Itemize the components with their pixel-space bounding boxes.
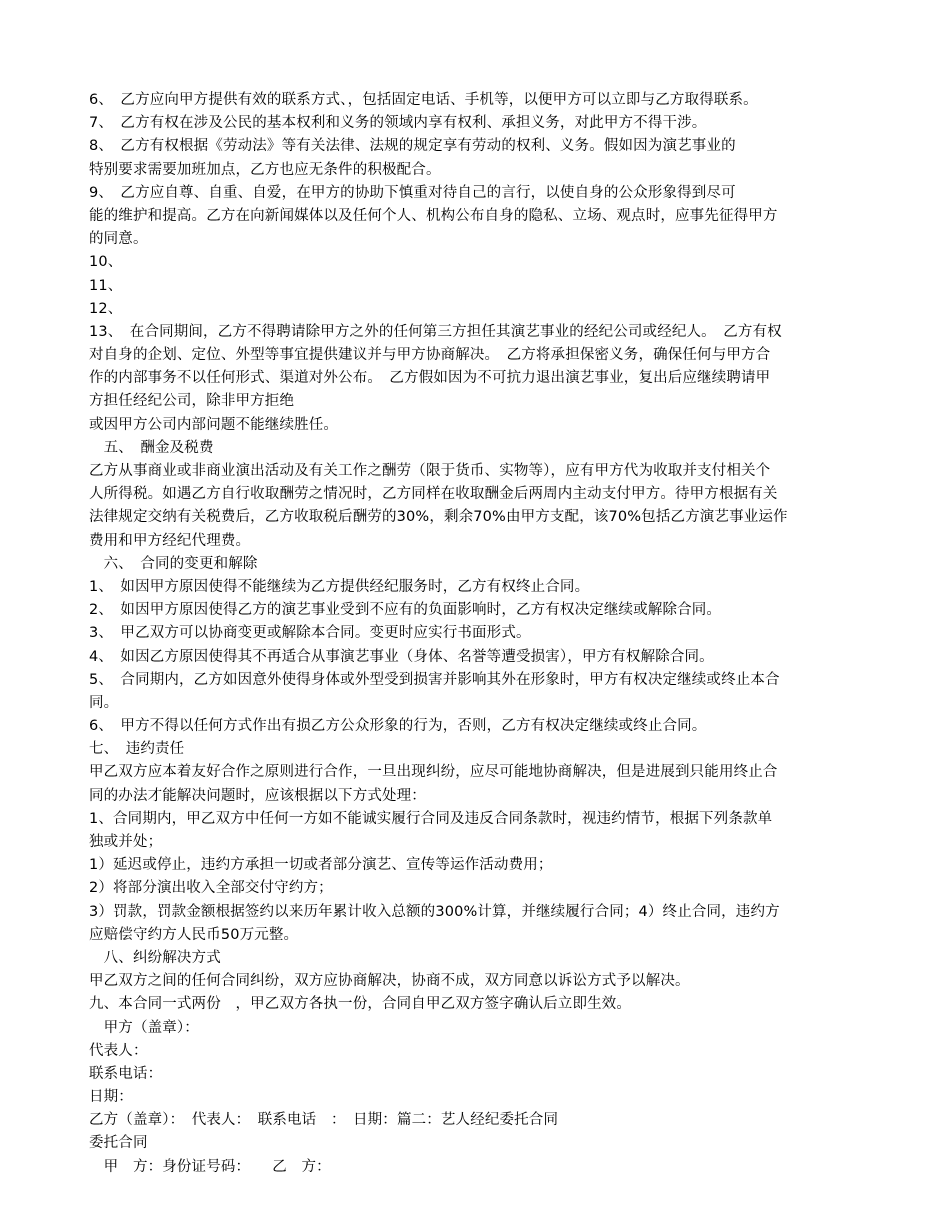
text-line: 10、 (89, 254, 123, 271)
signature-line: 日期： (89, 1089, 133, 1106)
text-line: 13、 在合同期间，乙方不得聘请除甲方之外的任何第三方担任其演艺事业的经纪公司或经纪人。 乙方有权 (89, 323, 782, 340)
text-line: 同的办法才能解决问题时，应该根据以下方式处理： (89, 787, 426, 804)
signature-line: 乙方（盖章）： 代表人： 联系电话 ： 日期：篇二：艺人经纪委托合同 (89, 1112, 559, 1129)
text-line: 应赔偿守约方人民币50万元整。 (89, 926, 299, 943)
text-line: 同。 (89, 694, 119, 711)
section-heading: 七、 违约责任 (89, 741, 185, 758)
signature-line: 甲方（盖章）： (89, 1019, 199, 1036)
text-line: 甲乙双方之间的任何合同纠纷，双方应协商解决，协商不成，双方同意以诉讼方式予以解决。 (89, 973, 690, 990)
section-heading: 八、纠纷解决方式 (89, 949, 221, 966)
section-heading: 五、 酬金及税费 (89, 439, 214, 456)
text-line: 费用和甲方经纪代理费。 (89, 532, 251, 549)
section-heading: 六、 合同的变更和解除 (89, 555, 258, 572)
text-line: 甲乙双方应本着友好合作之原则进行合作，一旦出现纠纷，应尽可能地协商解决，但是进展到只能用终止合 (89, 764, 778, 781)
text-line: 特别要求需要加班加点，乙方也应无条件的积极配合。 (89, 161, 441, 178)
text-line: 3、 甲乙双方可以协商变更或解除本合同。变更时应实行书面形式。 (89, 625, 531, 642)
text-line: 6、 乙方应向甲方提供有效的联系方式、，包括固定电话、手机等，以便甲方可以立即与乙方取得联系。 (89, 92, 758, 108)
text-line: 作的内部事务不以任何形式、渠道对外公布。 乙方假如因为不可抗力退出演艺事业，复出后应继续聘请甲 (89, 370, 771, 387)
text-line: 1）延迟或停止，违约方承担一切或者部分演艺、宣传等运作活动费用； (89, 857, 553, 874)
text-line: 甲 方：身份证号码： 乙 方： (89, 1158, 331, 1175)
text-line: 委托合同 (89, 1135, 148, 1152)
signature-line: 代表人： (89, 1042, 148, 1059)
text-line: 对自身的企划、定位、外型等事宜提供建议并与甲方协商解决。 乙方将承担保密义务，确保任何与甲方合 (89, 347, 771, 364)
text-line: 2、 如因甲方原因使得乙方的演艺事业受到不应有的负面影响时，乙方有权决定继续或解除合同。 (89, 602, 722, 619)
text-line: 12、 (89, 300, 123, 317)
text-line: 5、 合同期内，乙方如因意外使得身体或外型受到损害并影响其外在形象时，甲方有权决定继续或终止本合 (89, 671, 780, 688)
text-line: 4、 如因乙方原因使得其不再适合从事演艺事业（身体、名誉等遭受损害），甲方有权解除合同。 (89, 648, 714, 665)
text-line: 3）罚款，罚款金额根据签约以来历年累计收入总额的300%计算，并继续履行合同；4）终止合同，违约方 (89, 903, 780, 920)
text-line: 能的维护和提高。乙方在向新闻媒体以及任何个人、机构公布自身的隐私、立场、观点时，应事先征得甲方 (89, 207, 778, 224)
text-line: 的同意。 (89, 231, 148, 248)
text-line: 1、 如因甲方原因使得不能继续为乙方提供经纪服务时，乙方有权终止合同。 (89, 578, 590, 595)
text-line: 法律规定交纳有关税费后，乙方收取税后酬劳的30%，剩余70%由甲方支配，该70%包括乙方演艺事业运作 (89, 509, 788, 526)
text-line: 1、合同期内，甲乙双方中任何一方如不能诚实履行合同及违反合同条款时，视违约情节，根据下列条款单 (89, 810, 773, 827)
text-line: 九、本合同一式两份 ，甲乙双方各执一份，合同自甲乙双方签字确认后立即生效。 (89, 996, 632, 1013)
text-line: 11、 (89, 277, 123, 294)
text-line: 独或并处； (89, 834, 163, 850)
text-line: 人所得税。如遇乙方自行收取酬劳之情况时，乙方同样在收取酬金后两周内主动支付甲方。待甲方根据有关 (89, 486, 778, 503)
signature-line: 联系电话： (89, 1065, 163, 1082)
text-line: 6、 甲方不得以任何方式作出有损乙方公众形象的行为，否则，乙方有权决定继续或终止合同。 (89, 718, 707, 735)
contract-document (89, 89, 869, 1179)
text-line: 8、 乙方有权根据《劳动法》等有关法律、法规的规定享有劳动的权利、义务。假如因为演艺事业的 (89, 138, 736, 155)
text-line: 方担任经纪公司，除非甲方拒绝 (89, 393, 295, 410)
text-line: 2）将部分演出收入全部交付守约方； (89, 880, 333, 897)
text-line: 9、 乙方应自尊、自重、自爱，在甲方的协助下慎重对待自己的言行，以使自身的公众形象得到尽可 (89, 184, 736, 201)
text-line: 7、 乙方有权在涉及公民的基本权利和义务的领域内享有权利、承担义务，对此甲方不得干涉。 (89, 115, 707, 132)
text-line: 或因甲方公司内部问题不能继续胜任。 (89, 416, 339, 433)
text-line: 乙方从事商业或非商业演出活动及有关工作之酬劳（限于货币、实物等），应有甲方代为收取并支付相关个 (89, 463, 771, 479)
